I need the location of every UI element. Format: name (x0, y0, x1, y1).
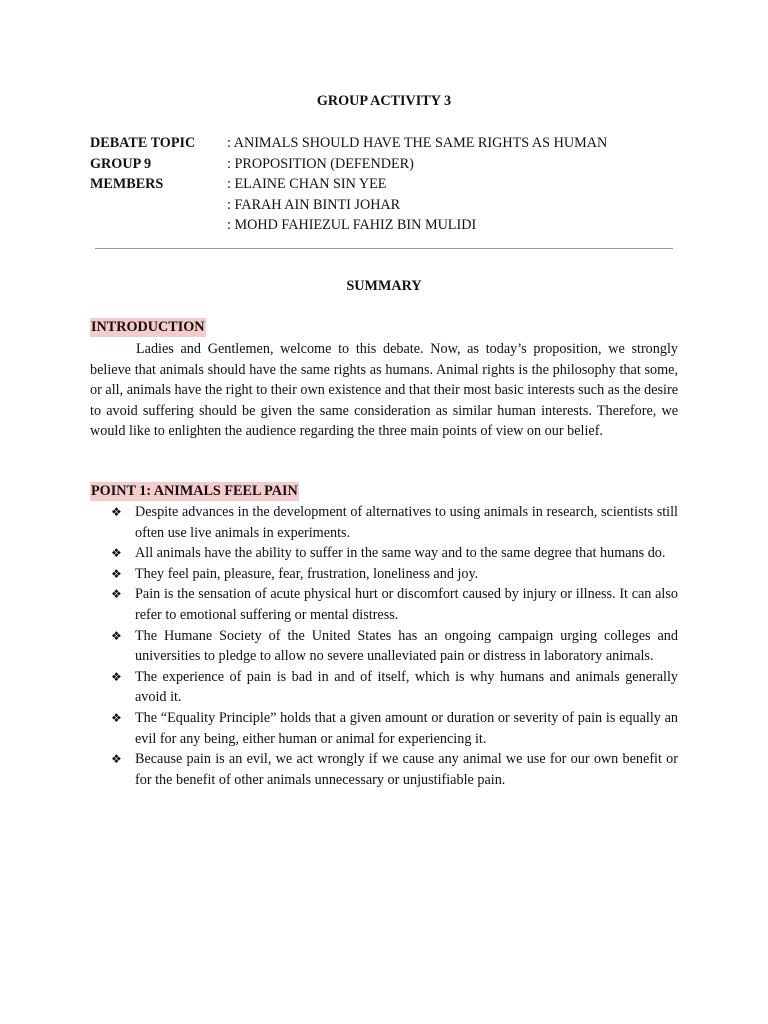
diamond-bullet-icon (90, 667, 135, 708)
bullet-glyph: ❖ (111, 752, 122, 767)
summary-title: SUMMARY (346, 278, 422, 294)
bullet-text: All animals have the ability to suffer in the same way and to the same degree that humans do. (135, 545, 666, 562)
diamond-bullet-icon (90, 584, 135, 625)
bullet-text: Pain is the sensation of acute physical hurt or discomfort caused by injury or illness. It can also refer to emotional suffering or mental distress. (135, 586, 678, 623)
info-value: : ELAINE CHAN SIN YEE (227, 176, 387, 193)
info-label: GROUP 9 (90, 155, 152, 172)
info-value: : FARAH AIN BINTI JOHAR (227, 196, 401, 213)
bullet-text: They feel pain, pleasure, fear, frustration, loneliness and joy. (135, 565, 479, 582)
bullet-text: The Humane Society of the United States has an ongoing campaign urging colleges and universities to pledge to allow no severe unalleviated pain or distress in laboratory animals. (135, 627, 678, 665)
debate-info-block (90, 133, 690, 236)
list-item (90, 626, 678, 667)
introduction-paragraph: Ladies and Gentlemen, welcome to this debate. Now, as today’s proposition, we strongly believe that animals should have the same rights as humans. Animal rights is the philosophy that some, or all, animals have the right to their own existence and that their most basic interests such as the desire to avoid suffering should be given the same consideration as similar human interests. Therefore, we would like to enlighten the audience regarding the three main points of view on our belief. (90, 341, 678, 439)
bullet-text: The experience of pain is bad in and of itself, which is why humans and animals generally avoid it. (135, 668, 678, 706)
info-label: DEBATE TOPIC (90, 135, 196, 151)
info-value: : PROPOSITION (DEFENDER) (227, 155, 414, 172)
diamond-bullet-icon (90, 543, 135, 564)
info-row-member-2 (90, 195, 690, 216)
info-row-group (90, 154, 690, 175)
list-item (90, 564, 678, 585)
list-item (90, 749, 678, 790)
list-item (90, 502, 678, 543)
bullet-text: The “Equality Principle” holds that a given amount or duration or severity of pain is equally an evil for any being, either human or animal for experiencing it. (135, 709, 678, 747)
info-label: MEMBERS (90, 176, 164, 193)
bullet-glyph: ❖ (111, 628, 122, 643)
bullet-text: Because pain is an evil, we act wrongly if we cause any animal we use for our own benefit or for the benefit of other animals unnecessary or unjustifiable pain. (135, 751, 678, 788)
bullet-glyph: ❖ (111, 669, 122, 684)
horizontal-divider (95, 248, 673, 249)
info-row-members (90, 174, 690, 195)
info-value: : ANIMALS SHOULD HAVE THE SAME RIGHTS AS HUMAN (227, 135, 608, 151)
list-item (90, 708, 678, 749)
diamond-bullet-icon (90, 708, 135, 749)
introduction-heading: INTRODUCTION (91, 319, 205, 335)
bullet-glyph: ❖ (111, 505, 122, 519)
diamond-bullet-icon (90, 749, 135, 790)
list-item (90, 584, 678, 625)
info-value: : MOHD FAHIEZUL FAHIZ BIN MULIDI (227, 217, 477, 234)
bullet-glyph: ❖ (111, 566, 122, 581)
list-item (90, 543, 678, 564)
info-row-member-3 (90, 215, 690, 236)
diamond-bullet-icon (90, 626, 135, 667)
point1-heading: POINT 1: ANIMALS FEEL PAIN (91, 483, 298, 499)
bullet-glyph: ❖ (111, 710, 122, 725)
info-label (90, 215, 227, 236)
bullet-glyph: ❖ (111, 546, 122, 561)
list-item (90, 667, 678, 708)
bullet-text: Despite advances in the development of alternatives to using animals in research, scientists still often use live animals in experiments. (135, 504, 678, 541)
document-title: GROUP ACTIVITY 3 (316, 93, 452, 109)
info-row-topic (90, 133, 690, 154)
point1-bullet-list (90, 502, 678, 790)
info-label (90, 195, 227, 216)
diamond-bullet-icon (90, 502, 135, 543)
bullet-glyph: ❖ (111, 587, 122, 602)
diamond-bullet-icon (90, 564, 135, 585)
